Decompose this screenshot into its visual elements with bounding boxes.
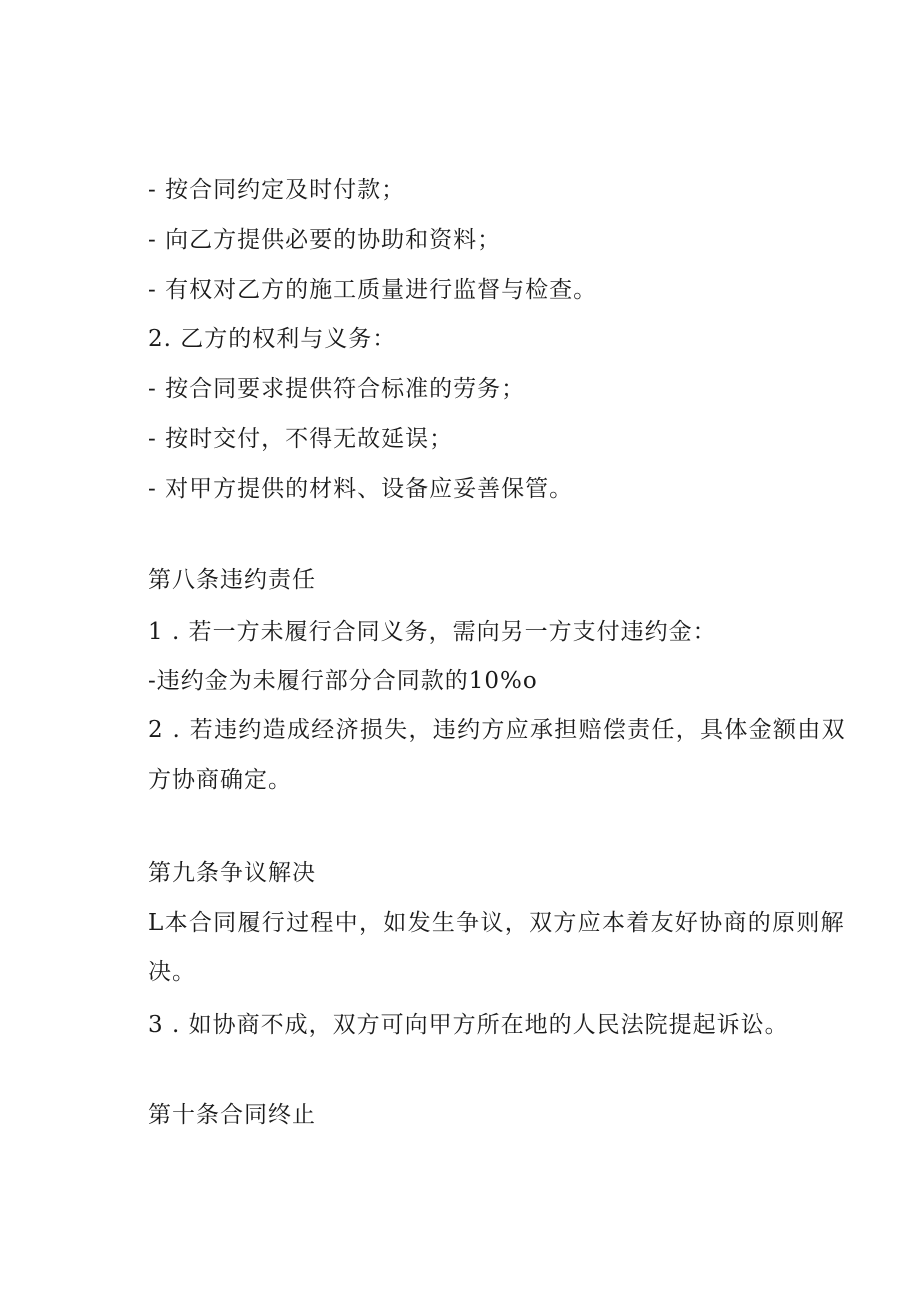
- article-8-clause-2: 2 . 若违约造成经济损失，违约方应承担赔偿责任，具体金额由双: [148, 717, 846, 743]
- obligation-item-safekeeping: - 对甲方提供的材料、设备应妥善保管。: [148, 476, 574, 502]
- article-9-heading: 第九条争议解决: [148, 860, 316, 886]
- obligation-item-timely-payment: - 按合同约定及时付款；: [148, 177, 406, 203]
- obligation-item-quality-supervision: - 有权对乙方的施工质量进行监督与检查。: [148, 277, 598, 303]
- article-10-heading: 第十条合同终止: [148, 1102, 316, 1128]
- obligation-item-on-time-delivery: - 按时交付，不得无故延误；: [148, 426, 454, 452]
- obligation-item-standard-labor: - 按合同要求提供符合标准的劳务；: [148, 376, 526, 402]
- article-8-penalty-rate: -违约金为未履行部分合同款的10%o: [148, 668, 538, 694]
- article-9-clause-1: L本合同履行过程中，如发生争议，双方应本着友好协商的原则解: [148, 910, 845, 936]
- party-b-rights-heading: 2. 乙方的权利与义务：: [148, 326, 397, 352]
- article-8-clause-1: 1 . 若一方未履行合同义务，需向另一方支付违约金：: [148, 619, 717, 645]
- obligation-item-provide-assistance: - 向乙方提供必要的协助和资料；: [148, 227, 502, 253]
- article-8-clause-2-cont: 方协商确定。: [148, 767, 292, 793]
- article-9-clause-1-cont: 决。: [148, 959, 196, 985]
- article-9-clause-3: 3 . 如协商不成，双方可向甲方所在地的人民法院提起诉讼。: [148, 1012, 789, 1038]
- article-8-heading: 第八条违约责任: [148, 567, 316, 593]
